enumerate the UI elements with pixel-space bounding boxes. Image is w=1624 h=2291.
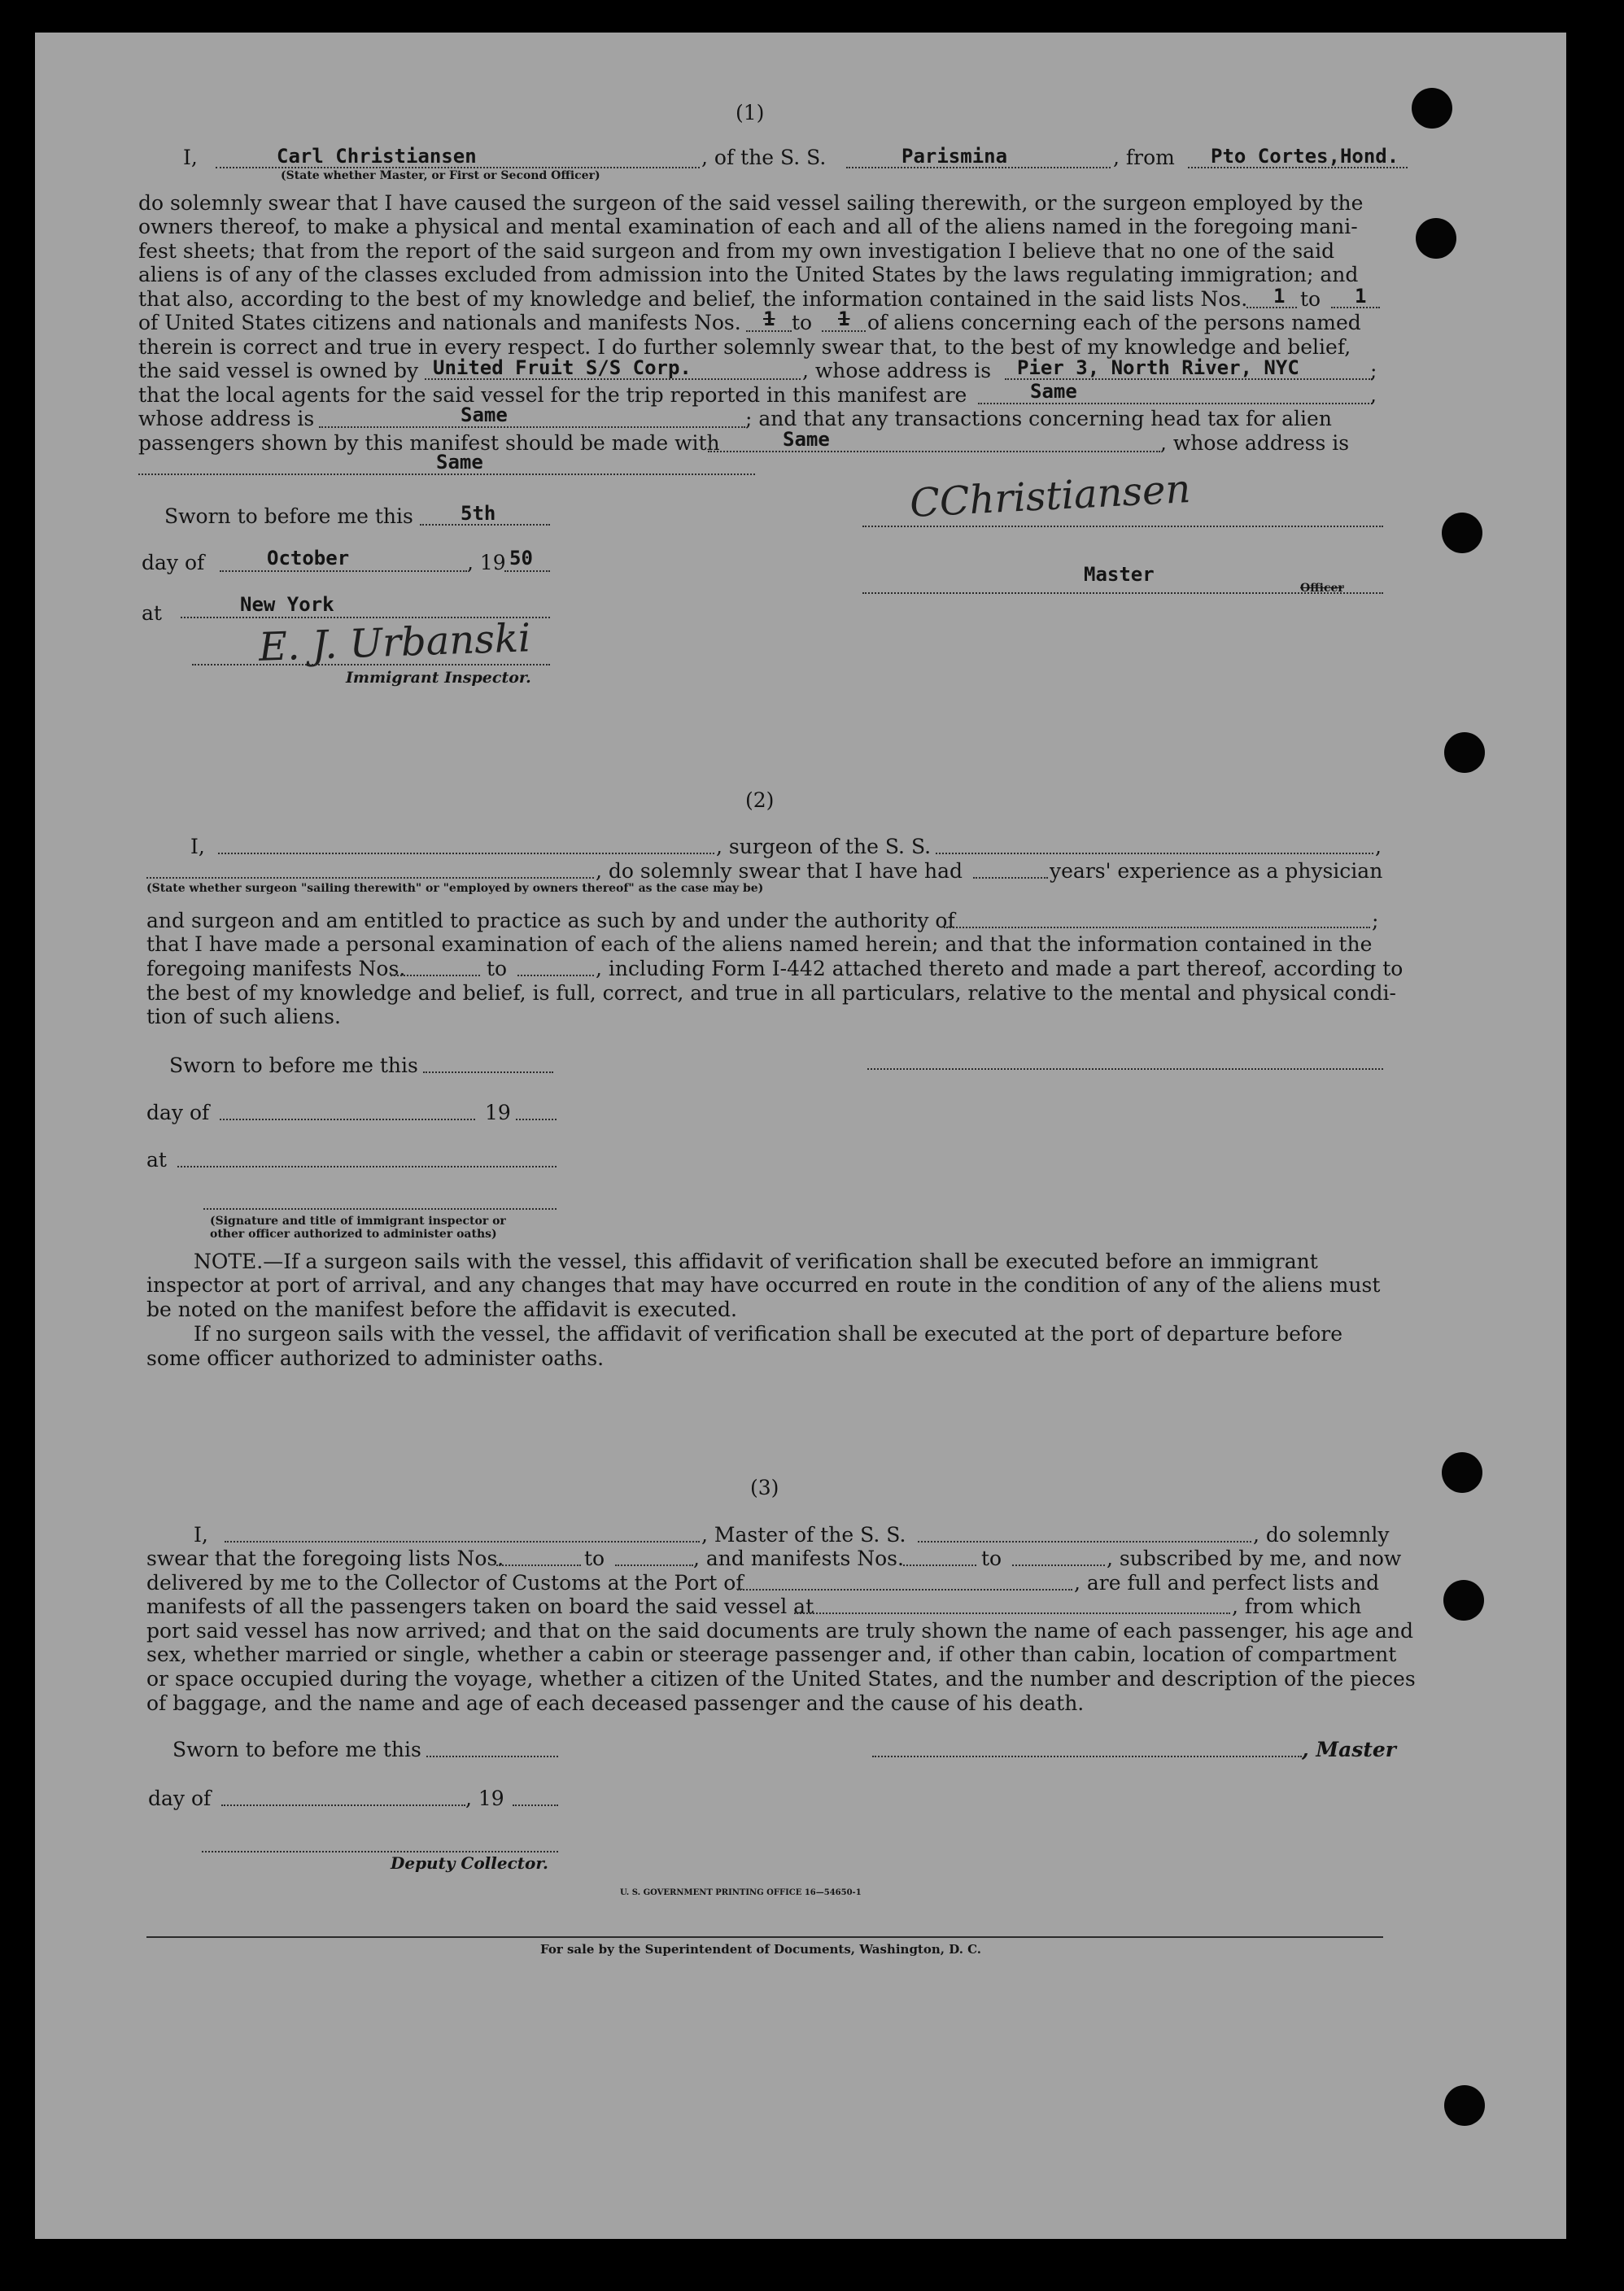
headtax-address-label: , whose address is [1160, 431, 1350, 455]
year-prefix-2: 19 [485, 1101, 511, 1124]
and-manifests-label: , and manifests Nos. [693, 1547, 904, 1570]
sworn-month: October [267, 547, 350, 569]
owned-by-label: the said vessel is owned by [138, 359, 419, 382]
local-agents: Same [1030, 380, 1077, 403]
manifests-text-2: of aliens concerning each of the persons named [867, 311, 1361, 334]
manifest-from-line [746, 330, 792, 332]
officer-caption-1: (Signature and title of immigrant inspector or [210, 1215, 506, 1228]
agents-address-line [319, 426, 745, 428]
place-line-2 [177, 1166, 557, 1167]
day-of-label-3: day of [148, 1787, 212, 1810]
binder-hole [1444, 732, 1485, 773]
full-perfect-label: , are full and perfect lists and [1074, 1571, 1380, 1595]
master-label-3: , Master [1302, 1738, 1396, 1761]
delivered-label: delivered by me to the Collector of Customs at the Port of [146, 1571, 744, 1595]
from-which-label: , from which [1232, 1595, 1362, 1618]
surgeon-i-label: I, [190, 835, 205, 858]
binder-hole [1442, 513, 1482, 553]
subscribed-label: , subscribed by me, and now [1107, 1547, 1402, 1570]
solemnly-label: , do solemnly [1253, 1523, 1390, 1547]
binder-hole [1442, 1452, 1482, 1493]
month-line-3 [221, 1804, 465, 1806]
note-line-2: inspector at port of arrival, and any changes that may have occurred en route in the condition of any of the aliens must [146, 1273, 1381, 1297]
binder-hole [1444, 2085, 1485, 2126]
oath-line-2: owners thereof, to make a physical and mental examination of each and all of the aliens named in the foregoing mani- [138, 215, 1358, 238]
inspector-caption: Immigrant Inspector. [346, 669, 531, 687]
headtax-address: Same [436, 451, 483, 473]
years-line [973, 877, 1048, 879]
vessel-owner: United Fruit S/S Corp. [433, 356, 692, 379]
surgeon-manifests-b: , including Form I-442 attached thereto and made a part thereof, according to [596, 957, 1404, 980]
manifests3-to-label: to [981, 1547, 1002, 1570]
tion-text: tion of such aliens. [146, 1005, 341, 1028]
month-line [220, 570, 467, 572]
officer-hint: (State whether Master, or First or Second Officer) [281, 169, 600, 182]
lists-to: 1 [1355, 285, 1367, 308]
oath-line-1: do solemnly swear that I have caused the surgeon of the said vessel sailing therewith, or the surgeon employed by the [138, 191, 1364, 215]
lists3-to-line [615, 1564, 693, 1566]
authority-semicolon: ; [1372, 909, 1379, 932]
sworn-label-2: Sworn to before me this [169, 1054, 418, 1077]
manifest-to-line [822, 330, 866, 332]
year-line-2 [516, 1119, 557, 1120]
day-of-label-2: day of [146, 1101, 210, 1124]
manifests3-to-line [1012, 1564, 1105, 1566]
belief-text: the best of my knowledge and belief, is full, correct, and true in all particulars, relative to the mental and physical condi- [146, 981, 1396, 1005]
of-ss-label: , of the S. S. [701, 146, 827, 169]
authority-line [944, 927, 1370, 928]
boarding-port-line [794, 1612, 1230, 1614]
surgeon-hint: (State whether surgeon "sailing therewith" or "employed by owners thereof" as the case may be) [146, 882, 764, 895]
surgeon-manifests-from-line [391, 975, 480, 976]
note-line-3: be noted on the manifest before the affidavit is executed. [146, 1298, 737, 1321]
collector-line-4: of baggage, and the name and age of each deceased passenger and the cause of his death. [146, 1691, 1085, 1715]
headtax-with-line [708, 451, 1160, 452]
day-of-label-1: day of [142, 551, 205, 574]
sworn-label-1: Sworn to before me this [164, 504, 413, 528]
collector-i-label: I, [194, 1523, 208, 1547]
collector-line-1: port said vessel has now arrived; and that on the said documents are truly shown the name of each passenger, his age and [146, 1619, 1414, 1643]
sworn-year: 50 [509, 547, 533, 569]
note-line-4: If no surgeon sails with the vessel, the affidavit of verification shall be executed at the port of departure before [194, 1322, 1342, 1346]
surgeon-signature-line [867, 1068, 1383, 1070]
surgeon-manifests-to: to [487, 957, 508, 980]
ship-name: Parismina [901, 145, 1008, 168]
from-label: , from [1113, 146, 1175, 169]
manifests3-from-line [903, 1564, 976, 1566]
sworn-day: 5th [461, 502, 496, 525]
manifest-to-label: to [792, 311, 813, 334]
master-signature: CChristiansen [908, 465, 1192, 527]
passengers-label: passengers shown by this manifest should be made with [138, 431, 720, 455]
master-signature-line-3 [872, 1756, 1302, 1757]
collector-line-3: or space occupied during the voyage, whether a citizen of the United States, and the number and description of the pieces [146, 1667, 1416, 1691]
lists3-to-label: to [584, 1547, 605, 1570]
customs-port-line [737, 1589, 1072, 1591]
master-of-label: , Master of the S. S. [701, 1523, 906, 1547]
headtax-address-line [138, 473, 755, 475]
surgeon-swear-b: years' experience as a physician [1050, 859, 1383, 883]
inspector-line [192, 664, 550, 665]
agents-label: that the local agents for the said vessel for the trip reported in this manifest are [138, 383, 967, 407]
manifest-from: 1 [763, 308, 775, 330]
surgeon-name-line [218, 853, 714, 854]
departure-port: Pto Cortes,Hond. [1211, 145, 1399, 168]
deputy-caption: Deputy Collector. [391, 1853, 549, 1873]
surgeon-ship-line [936, 853, 1373, 854]
headtax-with: Same [783, 428, 830, 451]
agents-comma: , [1370, 383, 1377, 407]
note-line-1: NOTE.—If a surgeon sails with the vessel, this affidavit of verification shall be executed before an immigrant [194, 1250, 1318, 1273]
surgeon-comma: , [1375, 835, 1382, 858]
section-2-number: (2) [745, 788, 775, 812]
agents-address-label: whose address is [138, 407, 315, 430]
owner-semicolon: ; [1370, 359, 1377, 382]
at-label-2: at [146, 1148, 167, 1172]
oath-line-4: aliens is of any of the classes excluded from admission into the United States by the laws regulating immigration; and [138, 263, 1359, 286]
lists-from: 1 [1273, 285, 1286, 308]
surgeon-type-line [146, 877, 594, 879]
agents-line [978, 403, 1373, 404]
for-sale-note: For sale by the Superintendent of Documents, Washington, D. C. [540, 1942, 982, 1957]
lists-to-label: to [1300, 287, 1321, 311]
headtax-label: ; and that any transactions concerning head tax for alien [745, 407, 1332, 430]
manifests-text: of United States citizens and nationals and manifests Nos. [138, 311, 741, 334]
lists-from-line [1246, 307, 1297, 308]
note-line-5: some officer authorized to administer oaths. [146, 1346, 605, 1370]
lists3-from-line [496, 1564, 581, 1566]
lists-text: that also, according to the best of my knowledge and belief, the information contained in the said lists Nos. [138, 287, 1248, 311]
owner-address-label: , whose address is [802, 359, 992, 382]
master-ship-line [918, 1541, 1251, 1543]
year-line-3 [513, 1804, 558, 1806]
master-i-label: I, [183, 146, 198, 169]
officer-signature-line [203, 1208, 557, 1210]
printing-office: U. S. GOVERNMENT PRINTING OFFICE 16—54650-1 [620, 1888, 862, 1897]
surgeon-swear-a: , do solemnly swear that I have had [596, 859, 963, 883]
binder-hole [1412, 88, 1452, 129]
year-prefix-3: , 19 [465, 1787, 504, 1810]
owner-address: Pier 3, North River, NYC [1017, 356, 1299, 379]
section-1-number: (1) [736, 101, 765, 124]
manifests-of-label: manifests of all the passengers taken on board the said vessel at [146, 1595, 814, 1618]
correct-line: therein is correct and true in every respect. I do further solemnly swear that, to the best of my knowledge and belief, [138, 335, 1351, 359]
section-3-number: (3) [750, 1476, 779, 1499]
binder-hole [1416, 218, 1456, 259]
month-line-2 [220, 1119, 475, 1120]
sworn-day-line-3 [426, 1756, 558, 1757]
year-line [504, 570, 550, 572]
surgeon-manifests-to-line [517, 975, 594, 976]
collector-name-line [225, 1541, 700, 1543]
at-label-1: at [142, 601, 162, 625]
agents-address: Same [461, 404, 508, 426]
master-name: Carl Christiansen [277, 145, 477, 168]
oath-line-3: fest sheets; that from the report of the said surgeon and from my own investigation I believe that no one of the said [138, 239, 1335, 263]
binder-hole [1443, 1580, 1484, 1621]
sworn-label-3: Sworn to before me this [172, 1738, 421, 1761]
master-signature-line [862, 526, 1383, 527]
surgeon-manifests-a: foregoing manifests Nos. [146, 957, 406, 980]
footer-rule [146, 1936, 1383, 1938]
sworn-day-line-2 [423, 1071, 553, 1073]
master-title: Master [1084, 563, 1155, 586]
sworn-place: New York [240, 593, 334, 616]
collector-line-2: sex, whether married or single, whether a cabin or steerage passenger and, if other than cabin, location of compartment [146, 1643, 1397, 1666]
year-prefix-1: , 19 [467, 551, 506, 574]
inspector-signature: E. J. Urbanski [258, 615, 532, 670]
authority-text: and surgeon and am entitled to practice as such by and under the authority of [146, 909, 955, 932]
examined-text: that I have made a personal examination of each of the aliens named herein; and that the information contained in the [146, 932, 1373, 956]
officer-caption-2: other officer authorized to administer oaths) [210, 1228, 497, 1241]
swear-lists-label: swear that the foregoing lists Nos. [146, 1547, 504, 1570]
master-title-struck: Officer [1300, 582, 1344, 595]
deputy-signature-line [202, 1851, 558, 1852]
manifest-to: 1 [838, 308, 850, 330]
surgeon-ss-label: , surgeon of the S. S. [716, 835, 932, 858]
